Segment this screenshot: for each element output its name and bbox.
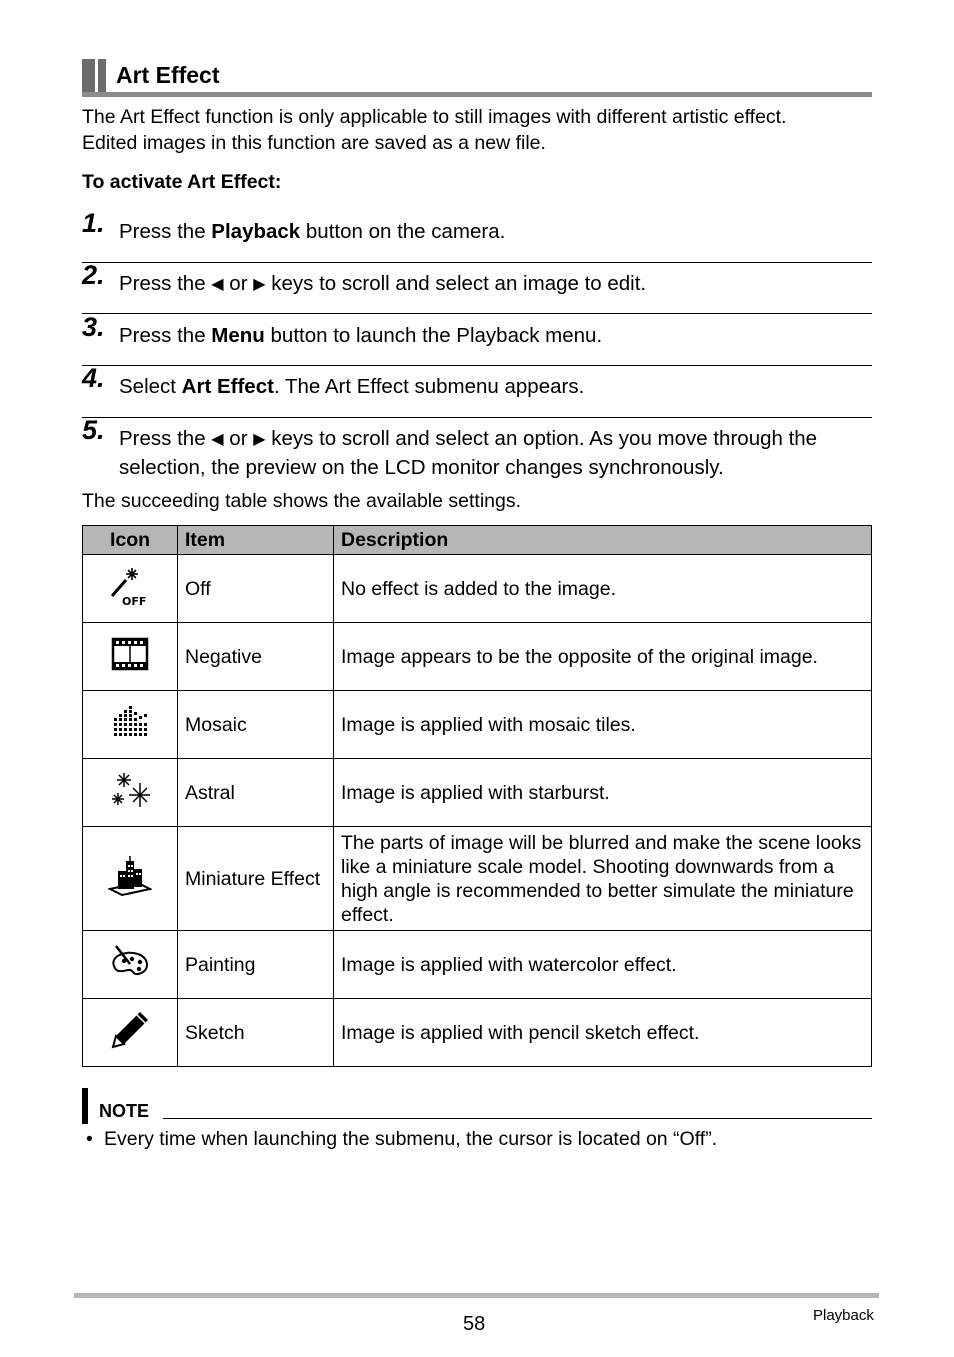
heading-bar-decoration — [82, 59, 95, 94]
step-text-part: Press the — [119, 272, 212, 295]
intro-paragraph — [82, 104, 882, 156]
miniature-city-icon — [108, 855, 152, 897]
description-cell: The parts of image will be blurred and make the scene looks like a miniature scale model. Shooting downwards from a high angle is recommended to better simulate the miniature effect. — [334, 827, 872, 931]
item-cell: Mosaic — [178, 691, 334, 759]
pencil-icon — [110, 1010, 150, 1050]
column-header-description: Description — [334, 526, 872, 555]
step-keyword: Playback — [211, 220, 301, 243]
left-arrow-icon: ◀ — [211, 276, 224, 293]
step-text-part: Select — [119, 375, 182, 398]
step-text-part: Press the — [119, 324, 212, 347]
step-divider — [82, 313, 872, 314]
icon-cell — [83, 759, 178, 827]
step-text — [119, 322, 879, 349]
note-text: Every time when launching the submenu, the cursor is located on “Off”. — [104, 1128, 718, 1150]
heading-bar-decoration — [98, 59, 106, 94]
item-cell: Sketch — [178, 999, 334, 1067]
step-divider — [82, 365, 872, 366]
icon-cell — [83, 931, 178, 999]
table-row — [83, 691, 872, 759]
step-divider — [82, 417, 872, 418]
column-header-item: Item — [178, 526, 334, 555]
paint-palette-icon — [108, 944, 152, 980]
footer-divider — [74, 1293, 879, 1298]
item-cell: Painting — [178, 931, 334, 999]
intro-line: The Art Effect function is only applicable to still images with different artistic effect. — [82, 106, 787, 128]
icon-cell — [83, 999, 178, 1067]
table-row — [83, 623, 872, 691]
table-row — [83, 931, 872, 999]
description-cell: Image is applied with pencil sketch effect. — [334, 999, 872, 1067]
icon-label: OFF — [122, 594, 147, 606]
step-number: 2. — [82, 260, 105, 290]
step-number: 3. — [82, 312, 105, 342]
item-cell: Negative — [178, 623, 334, 691]
table-row — [83, 759, 872, 827]
table-row — [83, 999, 872, 1067]
step-text — [119, 218, 879, 245]
step-number: 4. — [82, 363, 105, 393]
section-heading — [82, 59, 872, 97]
intro-line: Edited images in this function are saved as a new file. — [82, 132, 546, 154]
art-effect-settings-table — [82, 525, 872, 1067]
left-arrow-icon: ◀ — [211, 431, 224, 448]
icon-cell — [83, 555, 178, 623]
step-divider — [82, 262, 872, 263]
note-label: NOTE — [99, 1101, 150, 1121]
description-cell: No effect is added to the image. — [334, 555, 872, 623]
starburst-icon — [110, 771, 150, 809]
step-number: 5. — [82, 415, 105, 445]
note-item — [86, 1128, 717, 1151]
step-text — [119, 373, 879, 400]
icon-cell — [83, 827, 178, 931]
description-cell: Image is applied with mosaic tiles. — [334, 691, 872, 759]
table-header-row — [83, 526, 872, 555]
page-title: Art Effect — [116, 62, 220, 88]
note-divider — [163, 1118, 872, 1119]
step-text-part: or — [223, 272, 254, 295]
step-text-part: Press the — [119, 220, 212, 243]
note-bar-decoration — [82, 1088, 88, 1124]
magic-wand-off-icon — [108, 566, 152, 606]
table-intro: The succeeding table shows the available settings. — [82, 490, 522, 512]
step-text — [119, 425, 869, 481]
step-text-part: button on the camera. — [300, 220, 506, 243]
item-cell: Miniature Effect — [178, 827, 334, 931]
column-header-icon: Icon — [83, 526, 178, 555]
item-cell: Off — [178, 555, 334, 623]
icon-cell — [83, 623, 178, 691]
procedure-subheading: To activate Art Effect: — [82, 171, 282, 193]
step-text-part: button to launch the Playback menu. — [264, 324, 603, 347]
step-keyword: Menu — [211, 324, 265, 347]
description-cell: Image is applied with starburst. — [334, 759, 872, 827]
item-cell: Astral — [178, 759, 334, 827]
icon-cell — [83, 691, 178, 759]
table-row — [83, 555, 872, 623]
heading-underline — [82, 92, 872, 97]
description-cell: Image appears to be the opposite of the original image. — [334, 623, 872, 691]
step-number: 1. — [82, 208, 105, 238]
page-number: 58 — [463, 1313, 486, 1335]
film-strip-icon — [111, 637, 149, 671]
right-arrow-icon: ▶ — [253, 431, 266, 448]
step-text-part: keys to scroll and select an option. As you move through the selection, the preview on the LCD monitor changes synchronously. — [119, 427, 818, 479]
step-text — [119, 270, 879, 299]
mosaic-icon — [110, 704, 150, 740]
right-arrow-icon: ▶ — [253, 276, 266, 293]
table-row — [83, 827, 872, 931]
step-text-part: Press the — [119, 427, 212, 450]
step-keyword: Art Effect — [181, 375, 274, 398]
bullet: • — [86, 1128, 93, 1150]
footer-section-name: Playback — [813, 1307, 874, 1324]
step-text-part: keys to scroll and select an image to edit. — [265, 272, 647, 295]
description-cell: Image is applied with watercolor effect. — [334, 931, 872, 999]
step-text-part: . The Art Effect submenu appears. — [273, 375, 585, 398]
step-text-part: or — [223, 427, 254, 450]
